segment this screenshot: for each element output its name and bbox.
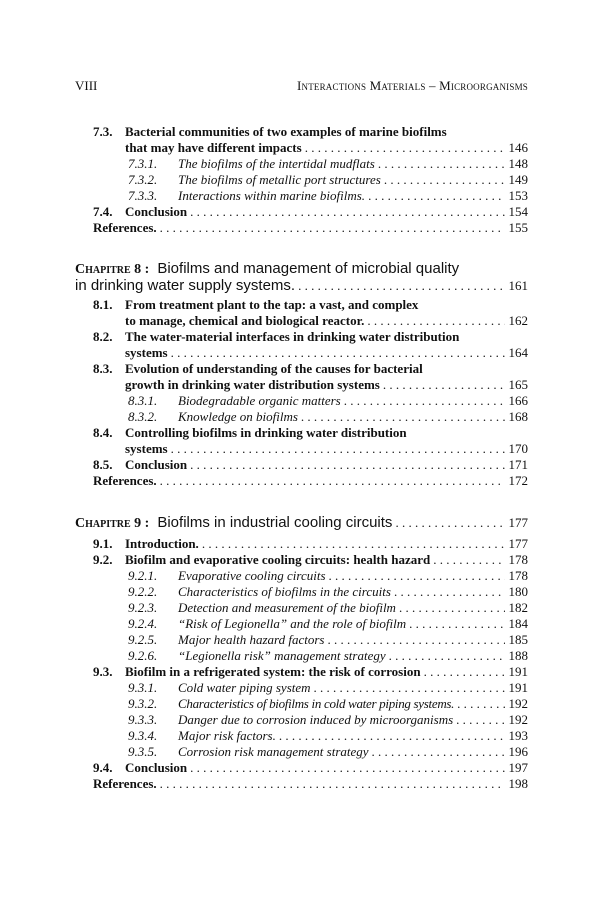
dot-leader [190,204,504,220]
section-title: to manage, chemical and biological reactor. [125,313,365,328]
running-title: Interactions Materials – Microorganisms [296,78,528,93]
section-number: 9.1. [93,536,113,551]
section-number: 9.2.6. [128,648,158,663]
section-number: 7.3.1. [128,156,158,171]
section-number: 9.2.5. [128,632,158,647]
section-title: Cold water piping system [178,680,311,695]
page-ref: 164 [508,345,528,360]
chapter-heading [0,277,600,297]
page-ref: 161 [508,278,528,293]
page-ref: 154 [508,204,528,219]
dot-leader [394,584,505,600]
dot-leader [171,441,505,457]
dot-leader [171,345,505,361]
section-number: 8.1. [93,297,113,312]
section-title: Characteristics of biofilms in cold water piping systems. [178,696,455,711]
dot-leader [190,457,504,473]
page-ref: 178 [508,568,528,583]
section-number: 7.3. [93,124,113,139]
references-title: References. [93,220,157,235]
section-title: Characteristics of biofilms in the circuits [178,584,391,599]
dot-leader [328,632,505,648]
chapter-heading [0,514,600,534]
toc-entry [0,473,600,491]
section-number: 9.3.4. [128,728,158,743]
section-title: The water-material interfaces in drinking water distribution [125,329,460,344]
dot-leader [314,680,505,696]
page-ref: 149 [508,172,528,187]
dot-leader [160,776,505,792]
dot-leader [160,473,505,489]
page-number: VIII [75,78,98,93]
dot-leader [368,188,504,204]
page-ref: 148 [508,156,528,171]
page-ref: 184 [508,616,528,631]
section-number: 7.4. [93,204,113,219]
chapter-title: Biofilms and management of microbial quality [157,260,460,277]
section-title: Major health hazard factors [178,632,325,647]
section-title: Detection and measurement of the biofilm [178,600,396,615]
section-number: 9.3.3. [128,712,158,727]
dot-leader [383,377,505,393]
dot-leader [389,648,505,664]
section-title: Controlling biofilms in drinking water distribution [125,425,407,440]
page-ref: 166 [508,393,528,408]
dot-leader [424,664,505,680]
section-title: Introduction. [125,536,199,551]
dot-leader [456,712,504,728]
section-title: Biodegradable organic matters [178,393,341,408]
section-title: Conclusion [125,760,188,775]
section-title: Conclusion [125,457,188,472]
dot-leader [457,696,504,712]
chapter-label: Chapitre 9 : [75,516,150,531]
section-title: that may have different impacts [125,140,302,155]
page-ref: 172 [508,473,528,488]
page-ref: 192 [508,696,528,711]
section-number: 8.3. [93,361,113,376]
section-number: 9.2. [93,552,113,567]
section-number: 7.3.3. [128,188,158,203]
page-ref: 180 [508,584,528,599]
section-title: systems [125,345,168,360]
dot-leader [367,313,504,329]
page-ref: 182 [508,600,528,615]
section-title: growth in drinking water distribution systems [125,377,380,392]
page-ref: 197 [508,760,528,775]
page-ref: 177 [508,515,528,530]
dot-leader [160,220,505,236]
running-head [75,78,528,96]
section-number: 9.3.5. [128,744,158,759]
section-title: Evolution of understanding of the causes for bacterial [125,361,423,376]
dot-leader [433,552,504,568]
section-title: Bacterial communities of two examples of marine biofilms [125,124,447,139]
page-ref: 191 [508,680,528,695]
chapter-title: in drinking water supply systems. [75,277,296,294]
section-title: Biofilm in a refrigerated system: the risk of corrosion [125,664,421,679]
section-title: The biofilms of metallic port structures [178,172,381,187]
section-number: 9.2.2. [128,584,158,599]
dot-leader [301,409,505,425]
section-number: 9.2.1. [128,568,158,583]
section-number: 9.3. [93,664,113,679]
section-title: The biofilms of the intertidal mudflats [178,156,375,171]
dot-leader [372,744,505,760]
page-ref: 177 [508,536,528,551]
section-title: From treatment plant to the tap: a vast, and complex [125,297,419,312]
section-number: 9.3.2. [128,696,158,711]
section-title: Major risk factors. [178,728,276,743]
section-number: 8.3.2. [128,409,158,424]
section-title: Biofilm and evaporative cooling circuits: health hazard [125,552,431,567]
page-ref: 155 [508,220,528,235]
dot-leader [298,278,504,294]
dot-leader [399,600,505,616]
chapter-title: Biofilms in industrial cooling circuits [157,514,393,531]
section-title: Interactions within marine biofilms. [178,188,366,203]
section-number: 9.4. [93,760,113,775]
dot-leader [378,156,505,172]
section-number: 7.3.2. [128,172,158,187]
page-ref: 178 [508,552,528,567]
dot-leader [395,515,504,531]
page-ref: 188 [508,648,528,663]
dot-leader [329,568,505,584]
section-number: 8.2. [93,329,113,344]
page-ref: 153 [508,188,528,203]
section-title: Corrosion risk management strategy [178,744,369,759]
section-title: systems [125,441,168,456]
page-ref: 198 [508,776,528,791]
dot-leader [344,393,505,409]
page-ref: 193 [508,728,528,743]
dot-leader [305,140,505,156]
section-title: Knowledge on biofilms [178,409,298,424]
dot-leader [409,616,504,632]
page-ref: 146 [508,140,528,155]
page-ref: 162 [508,313,528,328]
section-number: 8.5. [93,457,113,472]
section-title: “Legionella risk” management strategy [178,648,386,663]
section-number: 8.3.1. [128,393,158,408]
toc-entry [0,220,600,238]
page-ref: 168 [508,409,528,424]
references-title: References. [93,776,157,791]
section-title: Evaporative cooling circuits [178,568,326,583]
section-title: “Risk of Legionella” and the role of biofilm [178,616,407,631]
section-number: 9.3.1. [128,680,158,695]
section-number: 9.2.3. [128,600,158,615]
page-ref: 165 [508,377,528,392]
section-number: 9.2.4. [128,616,158,631]
page-ref: 170 [508,441,528,456]
dot-leader [202,536,505,552]
chapter-label: Chapitre 8 : [75,262,150,277]
section-title: Conclusion [125,204,188,219]
section-title: Danger due to corrosion induced by microorganisms [178,712,454,727]
page-ref: 185 [508,632,528,647]
page-ref: 191 [508,664,528,679]
page-ref: 196 [508,744,528,759]
dot-leader [279,728,505,744]
references-title: References. [93,473,157,488]
toc-entry [0,776,600,794]
page-ref: 171 [508,457,528,472]
section-number: 8.4. [93,425,113,440]
dot-leader [384,172,505,188]
page-ref: 192 [508,712,528,727]
dot-leader [190,760,504,776]
